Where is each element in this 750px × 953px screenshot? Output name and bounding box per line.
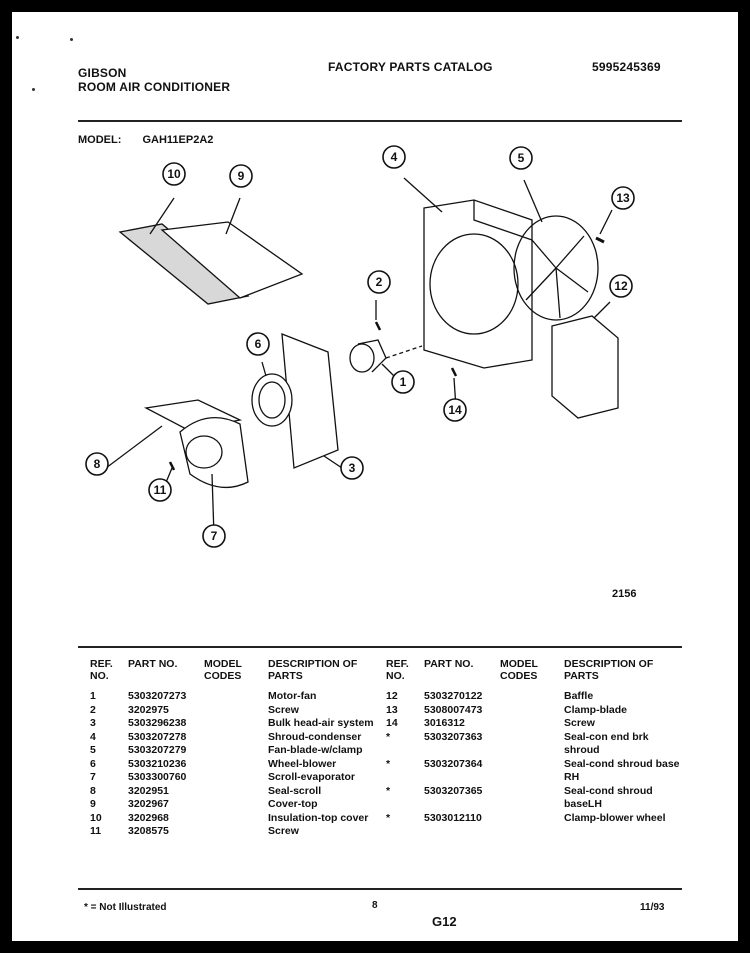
parts-row xyxy=(386,690,684,704)
ref-cell: 1 xyxy=(90,690,96,702)
footnote: * = Not Illustrated xyxy=(84,902,167,913)
part-number-cell: 3202951 xyxy=(128,784,169,797)
parts-row xyxy=(90,758,386,772)
part-number-cell: 5303012110 xyxy=(424,811,482,824)
parts-row xyxy=(386,704,684,718)
callout-5 xyxy=(510,147,532,169)
callout-7 xyxy=(203,525,225,547)
part-number-cell: 3202968 xyxy=(128,811,169,824)
callout-11 xyxy=(149,479,171,501)
description-cell: Seal-cond shroud baseLH xyxy=(564,784,653,810)
model-codes-cell xyxy=(204,812,268,826)
part-number-cell: 5303210236 xyxy=(128,757,187,770)
table-top-rule xyxy=(78,646,682,648)
description-cell: Screw xyxy=(564,717,595,729)
model-codes-cell xyxy=(204,758,268,772)
description-cell: Shroud-condenser xyxy=(268,730,362,743)
ref-cell: * xyxy=(386,784,391,797)
model-codes-cell xyxy=(500,704,564,718)
parts-row xyxy=(90,690,386,704)
callout-2 xyxy=(368,271,390,293)
description-cell: Seal-scroll xyxy=(268,784,322,797)
description-cell: Clamp-blade xyxy=(564,703,628,716)
svg-text:3: 3 xyxy=(348,461,356,475)
model-label: MODEL: xyxy=(78,134,122,146)
description-cell: Seal-con end brk shroud xyxy=(564,730,649,756)
svg-text:10: 10 xyxy=(167,167,181,181)
model-codes-cell xyxy=(204,704,268,718)
ref-cell: 11 xyxy=(90,825,102,837)
model-codes-cell xyxy=(204,785,268,799)
part-number-cell: 3202975 xyxy=(128,703,169,716)
screw-part-14 xyxy=(452,368,456,376)
col-header-model-codes: MODEL CODES xyxy=(204,658,242,682)
description-cell: Motor-fan xyxy=(268,690,317,702)
svg-text:1: 1 xyxy=(399,375,407,389)
parts-row xyxy=(386,731,684,758)
col-header-part: PART NO. xyxy=(424,658,474,670)
page-number: 8 xyxy=(372,900,378,911)
catalog-page xyxy=(12,12,738,941)
part-number-cell: 3202967 xyxy=(128,798,169,810)
brand-name: GIBSON xyxy=(78,66,127,80)
model-codes-cell xyxy=(204,731,268,745)
model-codes-cell xyxy=(204,771,268,785)
ref-cell: 12 xyxy=(386,690,398,702)
description-cell: Insulation-top cover xyxy=(268,811,369,824)
baffle-part xyxy=(552,316,618,418)
callout-4 xyxy=(383,146,405,168)
parts-row xyxy=(90,812,386,826)
svg-text:5: 5 xyxy=(517,151,525,165)
svg-text:13: 13 xyxy=(616,191,630,205)
ref-cell: 14 xyxy=(386,717,398,729)
parts-row xyxy=(386,812,684,826)
part-number-cell: 5303207363 xyxy=(424,730,483,743)
callout-3 xyxy=(341,457,363,479)
catalog-number: 5995245369 xyxy=(592,60,661,74)
ref-cell: 8 xyxy=(90,784,96,797)
svg-text:2: 2 xyxy=(375,275,383,289)
parts-row xyxy=(90,785,386,799)
description-cell: Seal-cond shroud base RH xyxy=(564,757,680,783)
description-cell: Screw xyxy=(268,825,299,837)
product-name: ROOM AIR CONDITIONER xyxy=(78,80,231,94)
ref-cell: 6 xyxy=(90,757,96,770)
parts-table-right xyxy=(386,658,684,825)
svg-text:4: 4 xyxy=(390,150,398,164)
ref-cell: * xyxy=(386,757,391,770)
svg-text:7: 7 xyxy=(210,529,218,543)
callout-1 xyxy=(392,371,414,393)
parts-row xyxy=(90,744,386,758)
model-codes-cell xyxy=(500,690,564,704)
model-codes-cell xyxy=(500,785,564,812)
callout-13 xyxy=(612,187,634,209)
model-codes-cell xyxy=(204,825,268,839)
parts-row xyxy=(90,825,386,839)
ref-cell: 4 xyxy=(90,730,96,743)
ref-cell: * xyxy=(386,811,391,824)
screw-part-2 xyxy=(376,322,380,330)
svg-text:11: 11 xyxy=(153,483,167,497)
parts-row xyxy=(386,717,684,731)
description-cell: Cover-top xyxy=(268,798,318,810)
model-codes-cell xyxy=(204,744,268,758)
part-number-cell: 5303207279 xyxy=(128,744,187,756)
description-cell: Fan-blade-w/clamp xyxy=(268,744,363,756)
ref-cell: 5 xyxy=(90,744,96,756)
exploded-parts-diagram xyxy=(12,12,738,612)
model-codes-cell xyxy=(500,731,564,758)
col-header-part: PART NO. xyxy=(128,658,178,670)
svg-text:6: 6 xyxy=(254,337,262,351)
motor-fan-part xyxy=(350,344,374,372)
ref-cell: 3 xyxy=(90,717,96,729)
catalog-title: FACTORY PARTS CATALOG xyxy=(328,60,493,74)
part-number-cell: 5303300760 xyxy=(128,771,187,783)
part-number-cell: 3208575 xyxy=(128,825,169,837)
part-number-cell: 5303207364 xyxy=(424,757,483,770)
part-number-cell: 5303296238 xyxy=(128,717,187,729)
col-header-ref: REF. NO. xyxy=(90,658,113,682)
revision-date: 11/93 xyxy=(640,902,665,913)
ref-cell: * xyxy=(386,730,391,743)
ref-cell: 13 xyxy=(386,703,398,716)
parts-row xyxy=(90,704,386,718)
part-number-cell: 5303207365 xyxy=(424,784,483,797)
col-header-description: DESCRIPTION OF PARTS xyxy=(268,658,358,682)
description-cell: Wheel-blower xyxy=(268,757,337,770)
parts-row xyxy=(386,785,684,812)
col-header-ref: REF. NO. xyxy=(386,658,409,682)
description-cell: Clamp-blower wheel xyxy=(564,811,666,824)
model-codes-cell xyxy=(204,717,268,731)
model-codes-cell xyxy=(204,798,268,812)
svg-text:9: 9 xyxy=(237,169,245,183)
description-cell: Screw xyxy=(268,703,299,716)
description-cell: Baffle xyxy=(564,690,594,702)
ref-cell: 7 xyxy=(90,771,96,783)
ref-cell: 10 xyxy=(90,811,102,824)
callout-10 xyxy=(163,163,185,185)
scroll-evaporator-part xyxy=(180,418,248,488)
part-number-cell: 5303207278 xyxy=(128,730,187,743)
model-number: GAH11EP2A2 xyxy=(142,134,214,146)
parts-table-left xyxy=(90,658,386,839)
part-number-cell: 5308007473 xyxy=(424,703,483,716)
section-code: G12 xyxy=(432,914,457,929)
callout-12 xyxy=(610,275,632,297)
ref-cell: 9 xyxy=(90,798,96,810)
parts-row xyxy=(90,717,386,731)
model-codes-cell xyxy=(204,690,268,704)
svg-text:8: 8 xyxy=(93,457,101,471)
description-cell: Bulk head-air system xyxy=(268,717,374,729)
col-header-description: DESCRIPTION OF PARTS xyxy=(564,658,654,682)
parts-row xyxy=(90,731,386,745)
part-number-cell: 5303207273 xyxy=(128,690,187,702)
callout-8 xyxy=(86,453,108,475)
figure-number: 2156 xyxy=(612,588,637,600)
clamp-blade-part xyxy=(596,238,604,242)
parts-row xyxy=(90,771,386,785)
svg-text:12: 12 xyxy=(614,279,628,293)
ref-cell: 2 xyxy=(90,703,96,716)
callout-6 xyxy=(247,333,269,355)
model-codes-cell xyxy=(500,717,564,731)
callout-9 xyxy=(230,165,252,187)
model-codes-cell xyxy=(500,758,564,785)
description-cell: Scroll-evaporator xyxy=(268,771,355,783)
parts-row xyxy=(386,758,684,785)
model-codes-cell xyxy=(500,812,564,826)
col-header-model-codes: MODEL CODES xyxy=(500,658,538,682)
parts-row xyxy=(90,798,386,812)
part-number-cell: 3016312 xyxy=(424,717,465,729)
part-number-cell: 5303270122 xyxy=(424,690,483,702)
footer-rule xyxy=(78,888,682,890)
svg-text:14: 14 xyxy=(448,403,462,417)
callout-14 xyxy=(444,399,466,421)
